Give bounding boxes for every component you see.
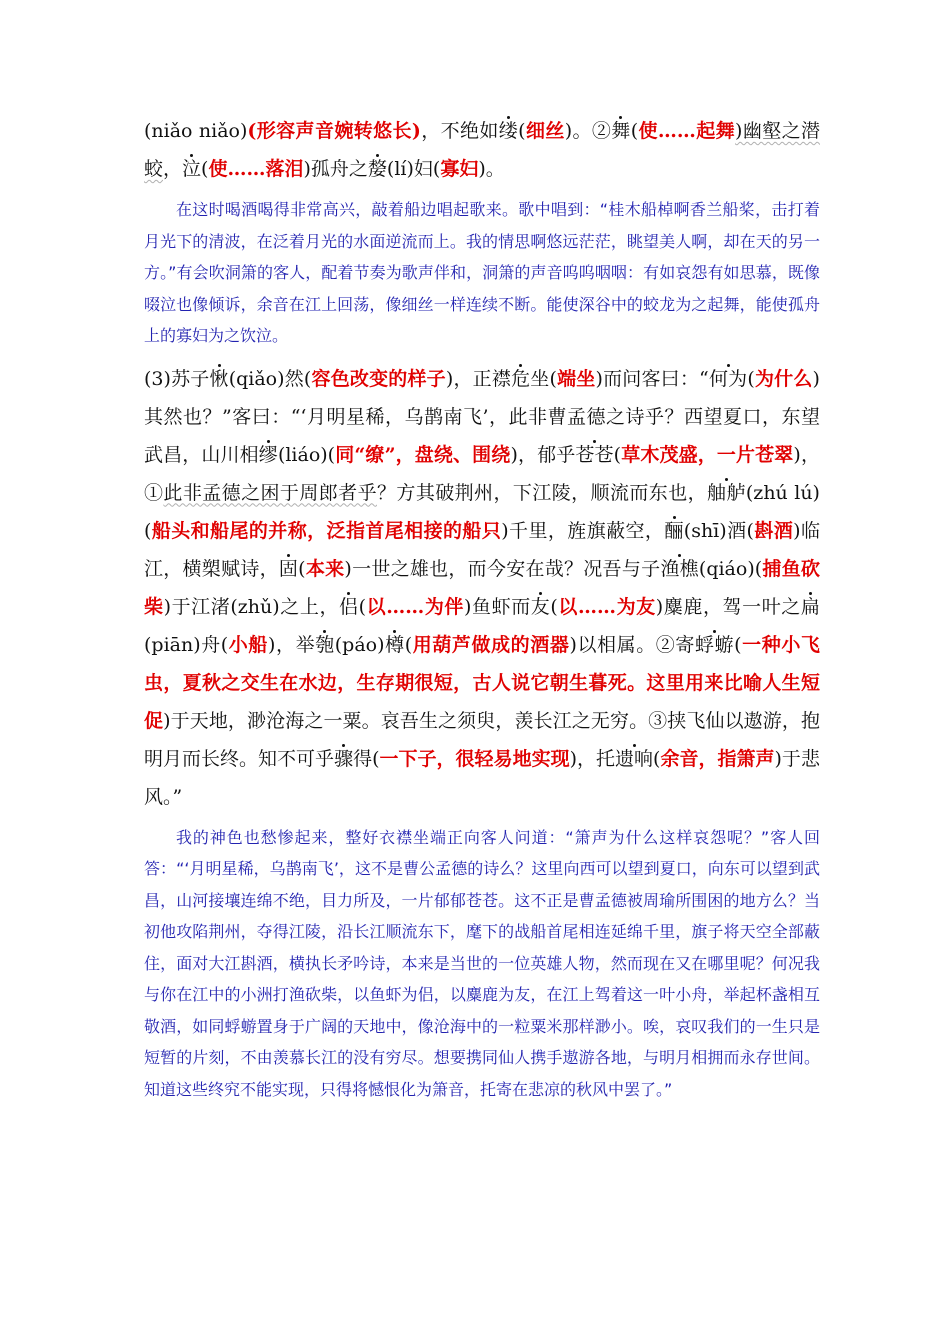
annotation-text: 捕鱼砍柴 [144,557,820,618]
dotted-keyword: 扁 [800,595,820,618]
annotation-text: 使……落泪 [208,158,304,180]
dotted-keyword: 樽 [384,633,405,656]
dotted-keyword: 骤 [334,747,354,770]
annotation-text: 草木茂盛，一片苍翠 [621,443,794,466]
source-text: ( [404,633,413,656]
source-text: )。 [478,158,505,180]
source-text: ( [747,367,755,390]
source-text: (shī)酒( [683,519,754,542]
source-text: ？方其破荆州，下江陵，顺流而东也， [376,481,708,504]
source-text: (qiáo)( [698,557,763,580]
annotation-text: (形容声音婉转悠长) [247,120,421,142]
annotation-text: 为什么 [754,367,813,390]
source-text: ( [630,120,639,142]
source-text: )，郁乎 [510,443,576,466]
source-text: )其然也？”客曰：“‘月明星稀，乌鹊南飞’，此非曹孟德之诗乎？西望夏口，东望武昌，山川相 [144,367,820,466]
source-text: )临江，横槊赋诗， [144,519,820,580]
source-text: ( [613,443,622,466]
source-text: )于江渚(zhǔ)之上， [163,595,340,618]
annotation-text: 容色改变的样子 [311,367,446,390]
source-text: ， [163,158,183,180]
source-text: (zhú lú)( [144,481,820,542]
source-text: ，不绝如 [420,120,499,142]
source-text: (lí)妇( [386,158,441,180]
underlined-sentence: )幽壑之潜蛟 [144,120,820,180]
underlined-sentence: 此非孟德之困于周郎者乎 [163,481,377,504]
source-text: )千里，旌旗蔽空， [501,519,665,542]
translation-passage-2: 我的神色也愁惨起来，整好衣襟坐端正向客人问道：“箫声为什么这样哀怨呢？”客人回答：“‘月明星稀，乌鹊南飞’，这不是曹公孟德的诗么？这里向西可以望到夏口，向东可以望到武昌，山河接壤连绵不绝，目力所及，一片郁郁苍苍。这不正是曹孟德被周瑜所围困的地方么？当初他攻陷荆州，夺得江陵，沿长江顺流东下，麾下的战船首尾相连延绵千里，旗子将天空全部蔽住，面对大江斟酒，横执长矛吟诗，本来是当世的一位英雄人物，然而现在又在哪里呢？何况我与你在江中的小洲打渔砍柴，以鱼虾为侣，以麋鹿为友，在江上驾着这一叶小舟，举起杯盏相互敬酒，如同蜉蝣置身于广阔的天地中，像沧海中的一粒粟米那样渺小。唉，哀叹我们的一生只是短暂的片刻，不由羡慕长江的没有穷尽。想要携同仙人携手遨游各地，与明月相拥而永存世间。知道这些终究不能实现，只得将憾恨化为箫音，托寄在悲凉的秋风中罢了。” [144,827,820,1099]
annotation-text: 船头和船尾的并称，泛指首尾相接的船只 [151,519,502,542]
annotated-passage-2 [144,360,820,816]
source-text: 得( [353,747,380,770]
annotation-text: 用葫芦做成的酒器 [412,633,570,656]
dotted-keyword: 匏 [315,633,335,656]
annotation-text: 小船 [228,633,268,656]
annotation-text: 一下子，很轻易地实现 [379,747,570,770]
dotted-keyword: 缕 [498,120,519,142]
source-text: (3)苏子 [144,367,210,390]
source-text: ( [518,120,526,142]
dotted-keyword: 舞 [611,120,631,142]
source-text: (páo) [334,633,385,656]
source-text: )以相属。②寄 [569,633,695,656]
annotation-text: 本来 [305,557,345,580]
source-text: )鱼虾而 [464,595,531,618]
source-text: )于天地，渺沧海之一粟。哀吾生之须臾，羡长江之无穷。③挟飞仙以遨游，抱明月而长终。知不可乎 [144,709,820,770]
translation-passage-1: 在这时喝酒喝得非常高兴，敲着船边唱起歌来。歌中唱到：“桂木船棹啊香兰船桨，击打着月光下的清波，在泛着月光的水面逆流而上。我的情思啊悠远茫茫，眺望美人啊，却在天的另一方。”有会吹洞箫的客人，配着节奏为歌声伴和，洞箫的声音呜呜咽咽：有如哀怨有如思慕，既像啜泣也像倾诉，余音在江上回荡，像细丝一样连续不断。能使深谷中的蛟龙为之起舞，能使孤舟上的寡妇为之饮泣。 [144,200,820,345]
annotation-text: 以……为伴 [366,595,465,618]
dotted-keyword: 愀 [209,367,229,390]
source-text: (piān)舟( [144,633,229,656]
dotted-keyword: 舳舻 [707,481,746,504]
source-text: ( [298,557,306,580]
source-text: (niǎo niǎo) [144,120,248,142]
source-text: )孤舟之 [303,158,368,180]
source-text: ( [201,158,209,180]
annotation-text: 同“缭”，盘绕、围绕 [335,443,511,466]
dotted-keyword: 苍苍 [575,443,614,466]
source-text: 坐( [530,367,557,390]
source-text: ( [653,747,661,770]
source-text: )，托 [569,747,616,770]
dotted-keyword: 何为 [708,367,748,390]
source-text: (liáo)( [277,443,336,466]
dotted-keyword: 嫠 [367,158,387,180]
source-text: )，举 [267,633,316,656]
document-page [144,112,820,1113]
annotation-text: 斟酒 [753,519,794,542]
dotted-keyword: 危 [511,367,531,390]
source-text: )。② [564,120,612,142]
dotted-keyword: 友 [530,595,551,618]
annotation-text: 寡妇 [440,158,479,180]
dotted-keyword: 遗响 [615,747,654,770]
source-text: ( [550,595,558,618]
source-text: ( [734,633,742,656]
source-text: )一世之雄也，而今安在哉？况吾与子 [344,557,661,580]
annotation-text: 端坐 [556,367,596,390]
annotation-text: 细丝 [525,120,565,142]
dotted-keyword: 固 [278,557,299,580]
dotted-keyword: 酾 [664,519,684,542]
dotted-keyword: 侣 [339,595,359,618]
source-text: )于悲风。” [144,747,820,808]
dotted-keyword: 渔樵 [660,557,699,580]
dotted-keyword: 蜉蝣 [694,633,735,656]
annotation-text: 余音，指箫声 [660,747,775,770]
dotted-keyword: 泣 [182,158,202,180]
source-text: )麋鹿，驾一叶之 [655,595,801,618]
annotation-text: 使……起舞 [638,120,736,142]
annotated-passage-1 [144,112,820,188]
source-text: ( [358,595,367,618]
source-text: (qiǎo)然( [228,367,312,390]
source-text: )而问客曰：“ [595,367,709,390]
annotation-text: 一种小飞虫，夏秋之交生在水边，生存期很短，古人说它朝生暮死。这里用来比喻人生短促 [144,633,820,732]
source-text: )，正襟 [445,367,512,390]
annotation-text: 以……为友 [557,595,656,618]
dotted-keyword: 缪 [258,443,278,466]
source-text: )，① [144,443,820,504]
